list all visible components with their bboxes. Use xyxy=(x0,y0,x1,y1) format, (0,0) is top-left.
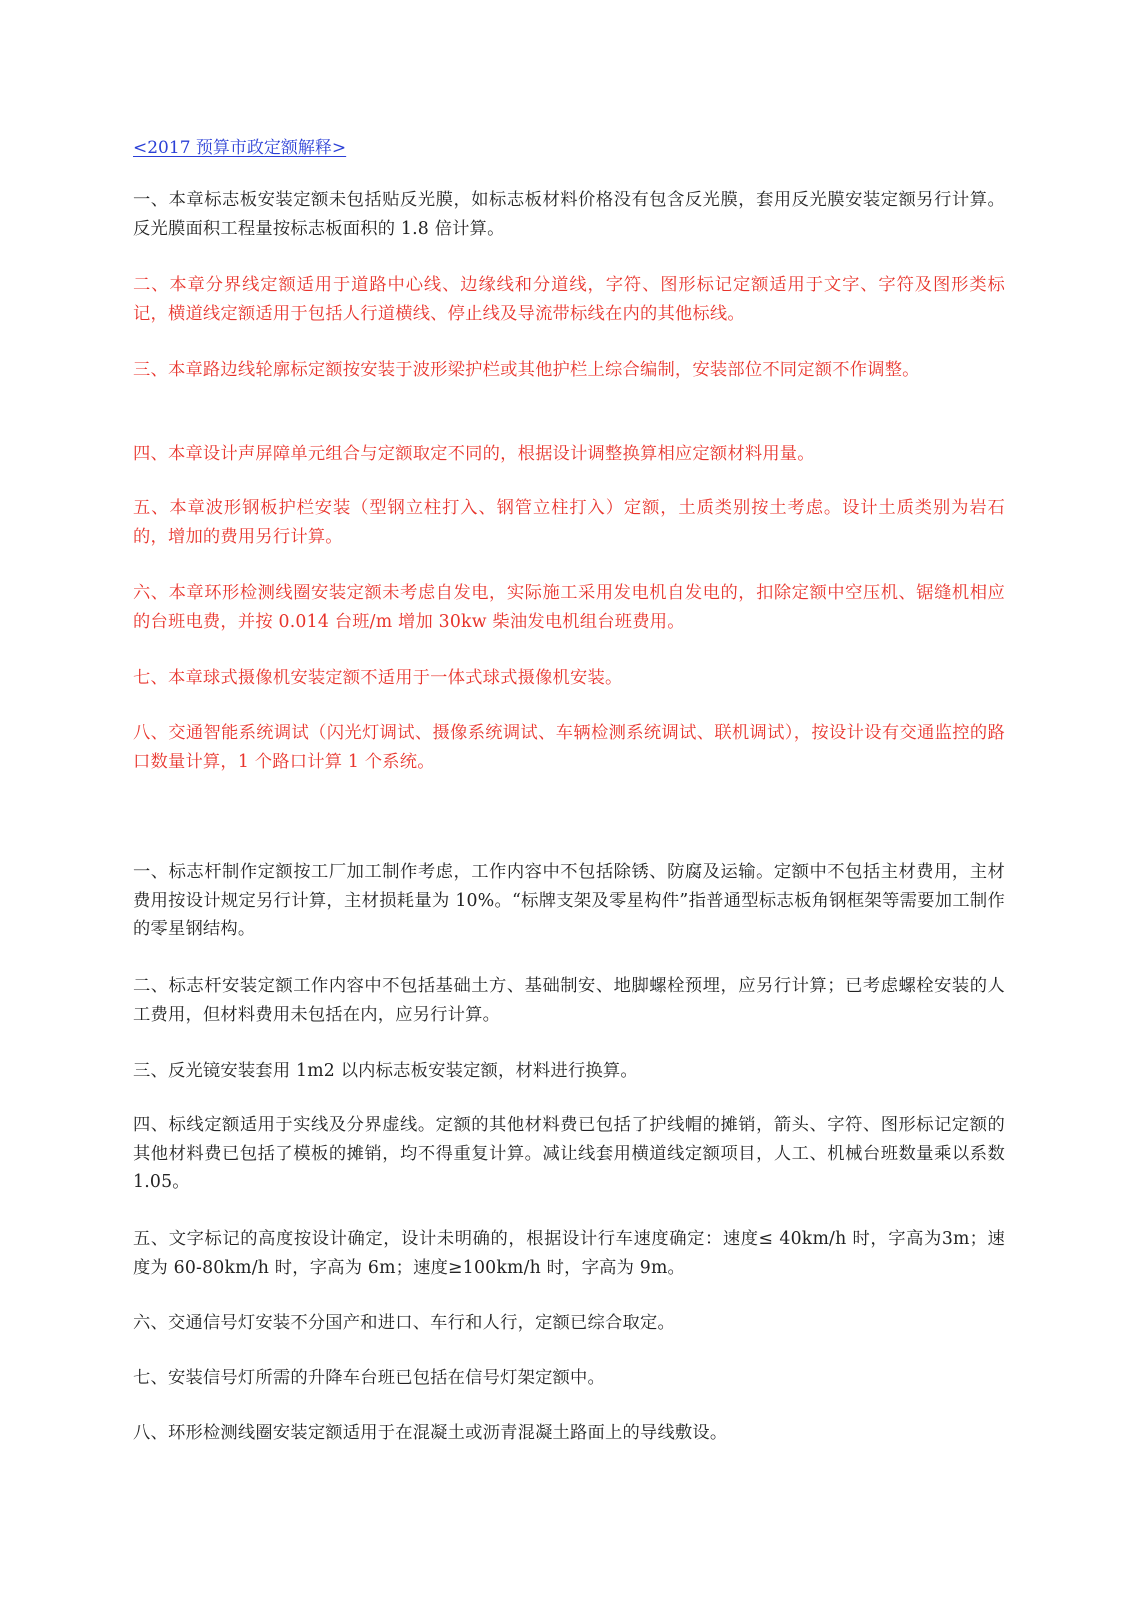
document-title-link[interactable]: <2017 预算市政定额解释> xyxy=(133,138,347,158)
section1-paragraph-2: 二、本章分界线定额适用于道路中心线、边缘线和分道线，字符、图形标记定额适用于文字、字符及图形类标记，横道线定额适用于包括人行道横线、停止线及导流带标线在内的其他标线。 xyxy=(133,275,1005,324)
section2-paragraph-5: 五、文字标记的高度按设计确定，设计未明确的，根据设计行车速度确定：速度≤ 40km/h 时，字高为3m；速度为 60-80km/h 时，字高为 6m；速度≥100km/h 时，字高为 9m。 xyxy=(133,1229,1005,1278)
section2-paragraph-1: 一、标志杆制作定额按工厂加工制作考虑，工作内容中不包括除锈、防腐及运输。定额中不包括主材费用，主材费用按设计规定另行计算，主材损耗量为 10%。“标牌支架及零星构件”指普通型标志板角钢框架等需要加工制作的零星钢结构。 xyxy=(133,862,1005,939)
section2-paragraph-6: 六、交通信号灯安装不分国产和进口、车行和人行，定额已综合取定。 xyxy=(133,1313,675,1333)
section1-paragraph-1: 一、本章标志板安装定额未包括贴反光膜，如标志板材料价格没有包含反光膜，套用反光膜安装定额另行计算。反光膜面积工程量按标志板面积的 1.8 倍计算。 xyxy=(133,190,1005,239)
section1-paragraph-7: 七、本章球式摄像机安装定额不适用于一体式球式摄像机安装。 xyxy=(133,668,623,688)
section1-paragraph-5: 五、本章波形钢板护栏安装（型钢立柱打入、钢管立柱打入）定额，土质类别按土考虑。设计土质类别为岩石的，增加的费用另行计算。 xyxy=(133,498,1005,547)
section2-paragraph-7: 七、安装信号灯所需的升降车台班已包括在信号灯架定额中。 xyxy=(133,1368,605,1388)
section2-paragraph-3: 三、反光镜安装套用 1m2 以内标志板安装定额，材料进行换算。 xyxy=(133,1061,638,1081)
section1-paragraph-3: 三、本章路边线轮廓标定额按安装于波形梁护栏或其他护栏上综合编制，安装部位不同定额不作调整。 xyxy=(133,360,920,380)
section2-paragraph-2: 二、标志杆安装定额工作内容中不包括基础土方、基础制安、地脚螺栓预埋，应另行计算；已考虑螺栓安装的人工费用，但材料费用未包括在内，应另行计算。 xyxy=(133,976,1005,1025)
section1-paragraph-4: 四、本章设计声屏障单元组合与定额取定不同的，根据设计调整换算相应定额材料用量。 xyxy=(133,444,815,464)
section2-paragraph-4: 四、标线定额适用于实线及分界虚线。定额的其他材料费已包括了护线帽的摊销，箭头、字符、图形标记定额的其他材料费已包括了模板的摊销，均不得重复计算。减让线套用横道线定额项目，人工、机械台班数量乘以系数 1.05。 xyxy=(133,1115,1005,1192)
section2-paragraph-8: 八、环形检测线圈安装定额适用于在混凝土或沥青混凝土路面上的导线敷设。 xyxy=(133,1423,728,1443)
section1-paragraph-6: 六、本章环形检测线圈安装定额未考虑自发电，实际施工采用发电机自发电的，扣除定额中空压机、锯缝机相应的台班电费，并按 0.014 台班/m 增加 30kw 柴油发电机组台班费用。 xyxy=(133,583,1005,632)
section1-paragraph-8: 八、交通智能系统调试（闪光灯调试、摄像系统调试、车辆检测系统调试、联机调试），按设计设有交通监控的路口数量计算，1 个路口计算 1 个系统。 xyxy=(133,723,1005,772)
